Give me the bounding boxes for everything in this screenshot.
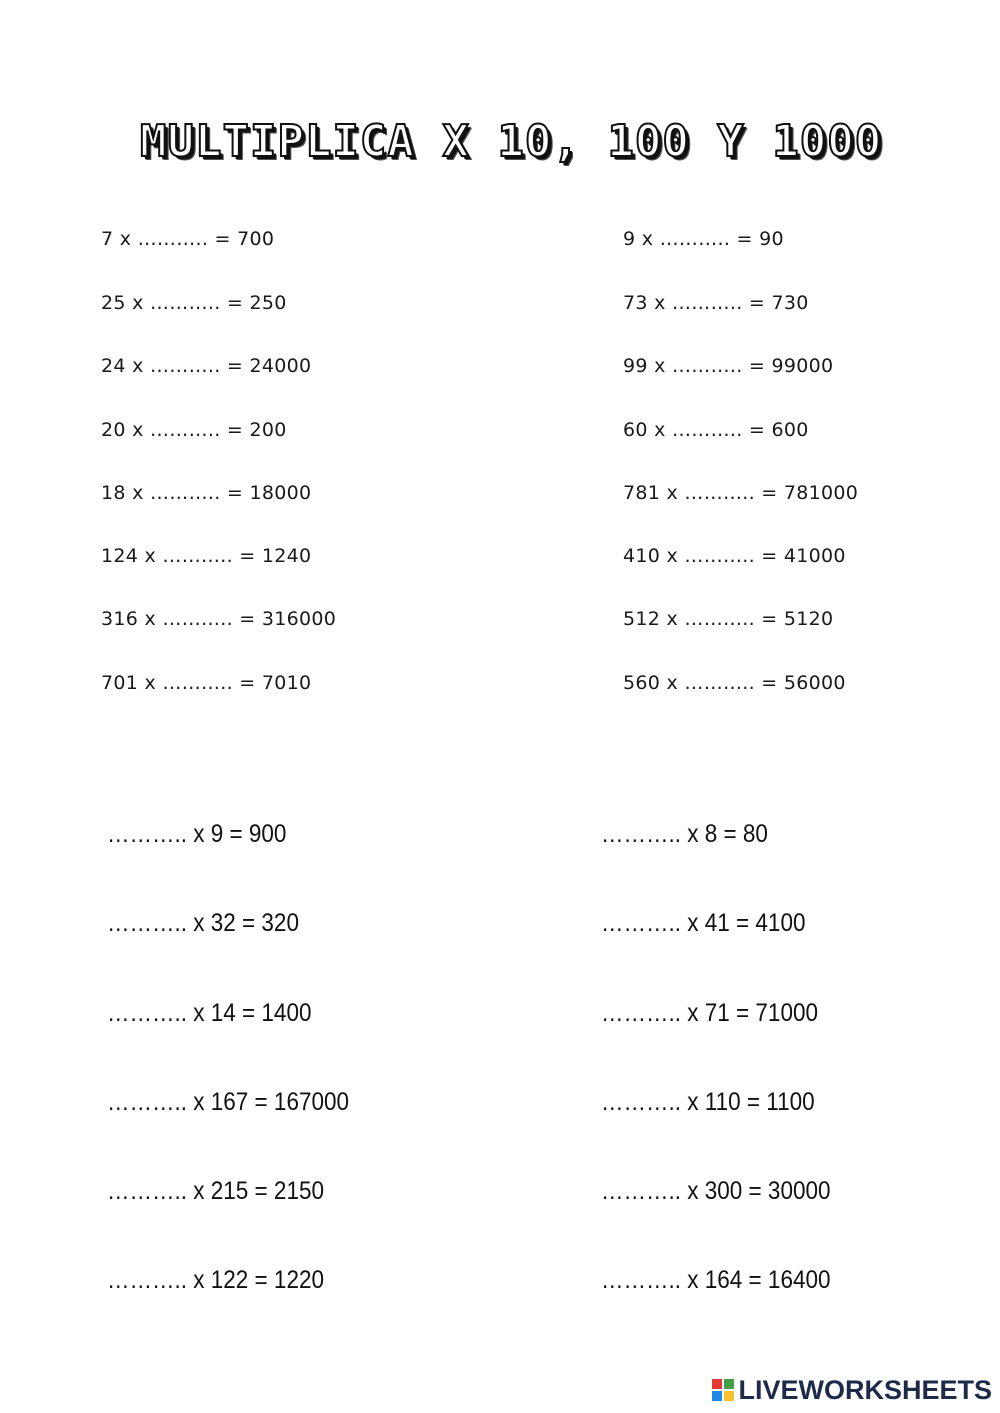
exercise-item[interactable]: ……….. x 110 = 1100 [601, 1088, 815, 1116]
exercise-item[interactable]: ……….. x 9 = 900 [107, 820, 287, 848]
exercise-item[interactable]: 560 x ……….. = 56000 [623, 672, 846, 694]
exercise-item[interactable]: 73 x ……….. = 730 [623, 292, 809, 314]
exercise-item[interactable]: 25 x ……….. = 250 [101, 292, 287, 314]
exercise-item[interactable]: ……….. x 41 = 4100 [601, 909, 806, 937]
exercise-item[interactable]: 7 x ……….. = 700 [101, 228, 275, 250]
liveworksheets-logo[interactable] [712, 1373, 992, 1407]
exercise-item[interactable]: ……….. x 32 = 320 [107, 909, 299, 937]
exercise-item[interactable]: 124 x ……….. = 1240 [101, 545, 312, 567]
exercise-item[interactable]: ……….. x 167 = 167000 [107, 1088, 350, 1116]
exercise-item[interactable]: ……….. x 8 = 80 [601, 820, 768, 848]
logo-block [712, 1379, 722, 1389]
exercise-item[interactable]: 60 x ……….. = 600 [623, 419, 809, 441]
exercise-item[interactable]: ……….. x 14 = 1400 [107, 999, 312, 1027]
exercise-item[interactable]: ……….. x 71 = 71000 [601, 999, 818, 1027]
exercise-item[interactable]: 701 x ……….. = 7010 [101, 672, 312, 694]
exercise-item[interactable]: 316 x ……….. = 316000 [101, 608, 337, 630]
exercise-item[interactable]: 410 x ……….. = 41000 [623, 545, 846, 567]
exercise-item[interactable]: ……….. x 215 = 2150 [107, 1177, 324, 1205]
worksheet-title: MULTIPLICA X 10, 100 Y 1000 [140, 116, 883, 167]
exercise-item[interactable]: ……….. x 122 = 1220 [107, 1266, 324, 1294]
exercise-item[interactable]: ……….. x 164 = 16400 [601, 1266, 831, 1294]
exercise-item[interactable]: 781 x ……….. = 781000 [623, 482, 859, 504]
exercise-item[interactable]: 9 x ……….. = 90 [623, 228, 784, 250]
exercise-item[interactable]: 20 x ……….. = 200 [101, 419, 287, 441]
exercise-item[interactable]: 24 x ……….. = 24000 [101, 355, 312, 377]
exercise-item[interactable]: 18 x ……….. = 18000 [101, 482, 312, 504]
logo-block [712, 1391, 722, 1401]
liveworksheets-logo-icon [712, 1379, 734, 1401]
brand-name: LIVEWORKSHEETS [738, 1374, 992, 1405]
exercise-item[interactable]: 512 x ……….. = 5120 [623, 608, 834, 630]
logo-block [724, 1379, 734, 1389]
exercise-item[interactable]: 99 x ……….. = 99000 [623, 355, 834, 377]
exercise-item[interactable]: ……….. x 300 = 30000 [601, 1177, 831, 1205]
logo-block [724, 1391, 734, 1401]
